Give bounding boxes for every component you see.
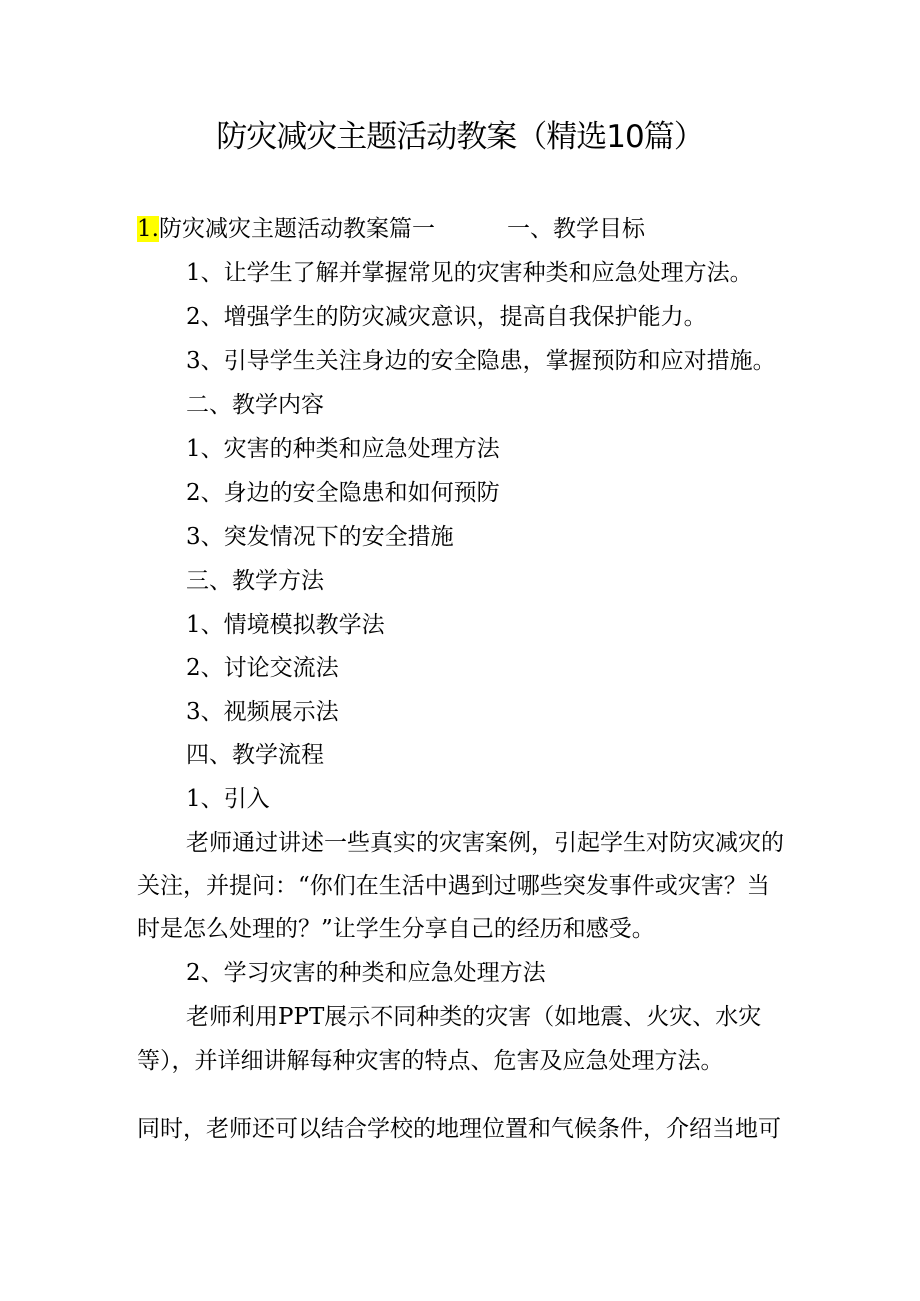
- text-line: 1、让学生了解并掌握常见的灾害种类和应急处理方法。: [186, 260, 753, 286]
- text-line: 时是怎么处理的？”让学生分享自己的经历和感受。: [137, 916, 655, 942]
- section-number-highlight: 1.: [137, 216, 159, 242]
- text-line: 四、教学流程: [186, 742, 324, 768]
- text-line: 三、教学方法: [186, 568, 324, 594]
- text-line: 3、引导学生关注身边的安全隐患，掌握预防和应对措施。: [186, 348, 776, 374]
- text-line: 2、讨论交流法: [186, 655, 339, 681]
- text-line: 2、增强学生的防灾减灾意识，提高自我保护能力。: [186, 304, 707, 330]
- document-title: 防灾减灾主题活动教案（精选10篇）: [216, 119, 704, 155]
- text-line: 1、灾害的种类和应急处理方法: [186, 436, 500, 462]
- text-line: 等），并详细讲解每种灾害的特点、危害及应急处理方法。: [137, 1048, 724, 1074]
- section-heading-line: [137, 214, 645, 244]
- text-line: 关注，并提问：“你们在生活中遇到过哪些突发事件或灾害？当: [137, 873, 770, 899]
- text-line: 二、教学内容: [186, 392, 324, 418]
- text-line: 3、视频展示法: [186, 699, 339, 725]
- text-line: 同时，老师还可以结合学校的地理位置和气候条件，介绍当地可: [137, 1116, 781, 1142]
- text-line: 1、情境模拟教学法: [186, 612, 385, 638]
- text-line: 老师通过讲述一些真实的灾害案例，引起学生对防灾减灾的: [186, 830, 784, 856]
- text-line: 2、身边的安全隐患和如何预防: [186, 480, 500, 506]
- section-title: 防灾减灾主题活动教案篇一: [158, 216, 435, 242]
- text-line: 3、突发情况下的安全措施: [186, 524, 454, 550]
- section-first-heading: 一、教学目标: [506, 216, 645, 242]
- text-line: 2、学习灾害的种类和应急处理方法: [186, 960, 546, 986]
- text-line: 老师利用PPT展示不同种类的灾害（如地震、火灾、水灾: [186, 1004, 762, 1030]
- text-line: 1、引入: [186, 786, 270, 812]
